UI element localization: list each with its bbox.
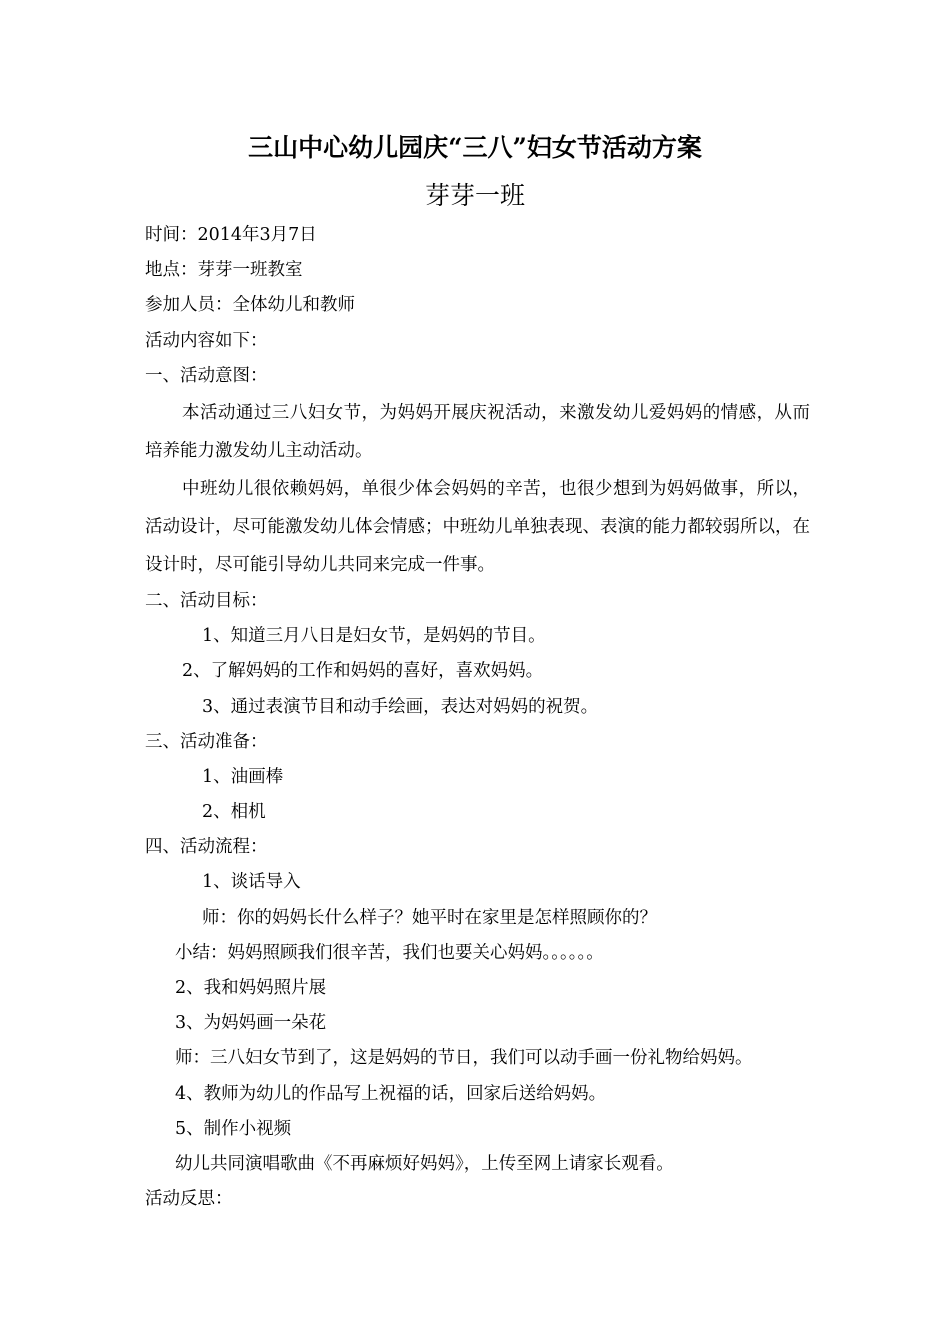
goal-item-1: 1、知道三月八日是妇女节，是妈妈的节目。 (202, 626, 546, 647)
preparation-item-2: 2、相机 (202, 802, 266, 823)
preparation-item-1: 1、油画棒 (202, 766, 284, 787)
section-intent-heading: 一、活动意图： (145, 365, 268, 386)
intent-paragraph-2: 中班幼儿很依赖妈妈，单很少体会妈妈的辛苦，也很少想到为妈妈做事，所以，活动设计，尽可能激发幼儿体会情感；中班幼儿单独表现、表演的能力都较弱所以，在设计时，尽可能引导幼儿共同来完成一件事。 (145, 478, 810, 575)
process-line-7: 4、教师为幼儿的作品写上祝福的话，回家后送给妈妈。 (175, 1083, 607, 1104)
activity-location: 地点：芽芽一班教室 (145, 260, 303, 281)
process-line-2: 师：你的妈妈长什么样子？她平时在家里是怎样照顾你的？ (202, 907, 657, 928)
intent-paragraph-1: 本活动通过三八妇女节，为妈妈开展庆祝活动，来激发幼儿爱妈妈的情感，从而培养能力激发幼儿主动活动。 (145, 402, 810, 461)
reflection-heading: 活动反思： (145, 1189, 233, 1210)
class-name-subtitle: 芽芽一班 (424, 181, 525, 210)
section-process-heading: 四、活动流程： (145, 837, 268, 858)
content-intro: 活动内容如下： (145, 330, 268, 351)
goal-item-2: 2、了解妈妈的工作和妈妈的喜好，喜欢妈妈。 (182, 661, 544, 682)
process-line-3: 小结：妈妈照顾我们很辛苦，我们也要关心妈妈。。。。。。 (175, 942, 604, 963)
section-goals-heading: 二、活动目标： (145, 590, 268, 611)
process-line-1: 1、谈话导入 (202, 872, 301, 893)
process-line-6: 师：三八妇女节到了，这是妈妈的节日，我们可以动手画一份礼物给妈妈。 (175, 1048, 753, 1069)
process-line-4: 2、我和妈妈照片展 (175, 978, 327, 998)
section-preparation-heading: 三、活动准备： (145, 731, 268, 752)
activity-time: 时间：2014年3月7日 (145, 225, 317, 245)
process-line-8: 5、制作小视频 (175, 1118, 292, 1139)
activity-participants: 参加人员：全体幼儿和教师 (145, 295, 355, 316)
process-line-9: 幼儿共同演唱歌曲《不再麻烦好妈妈》，上传至网上请家长观看。 (175, 1153, 674, 1174)
document-title: 三山中心幼儿园庆“三八”妇女节活动方案 (248, 133, 702, 162)
goal-item-3: 3、通过表演节目和动手绘画，表达对妈妈的祝贺。 (202, 696, 599, 717)
document-body (145, 218, 810, 1217)
process-line-5: 3、为妈妈画一朵花 (175, 1013, 327, 1034)
